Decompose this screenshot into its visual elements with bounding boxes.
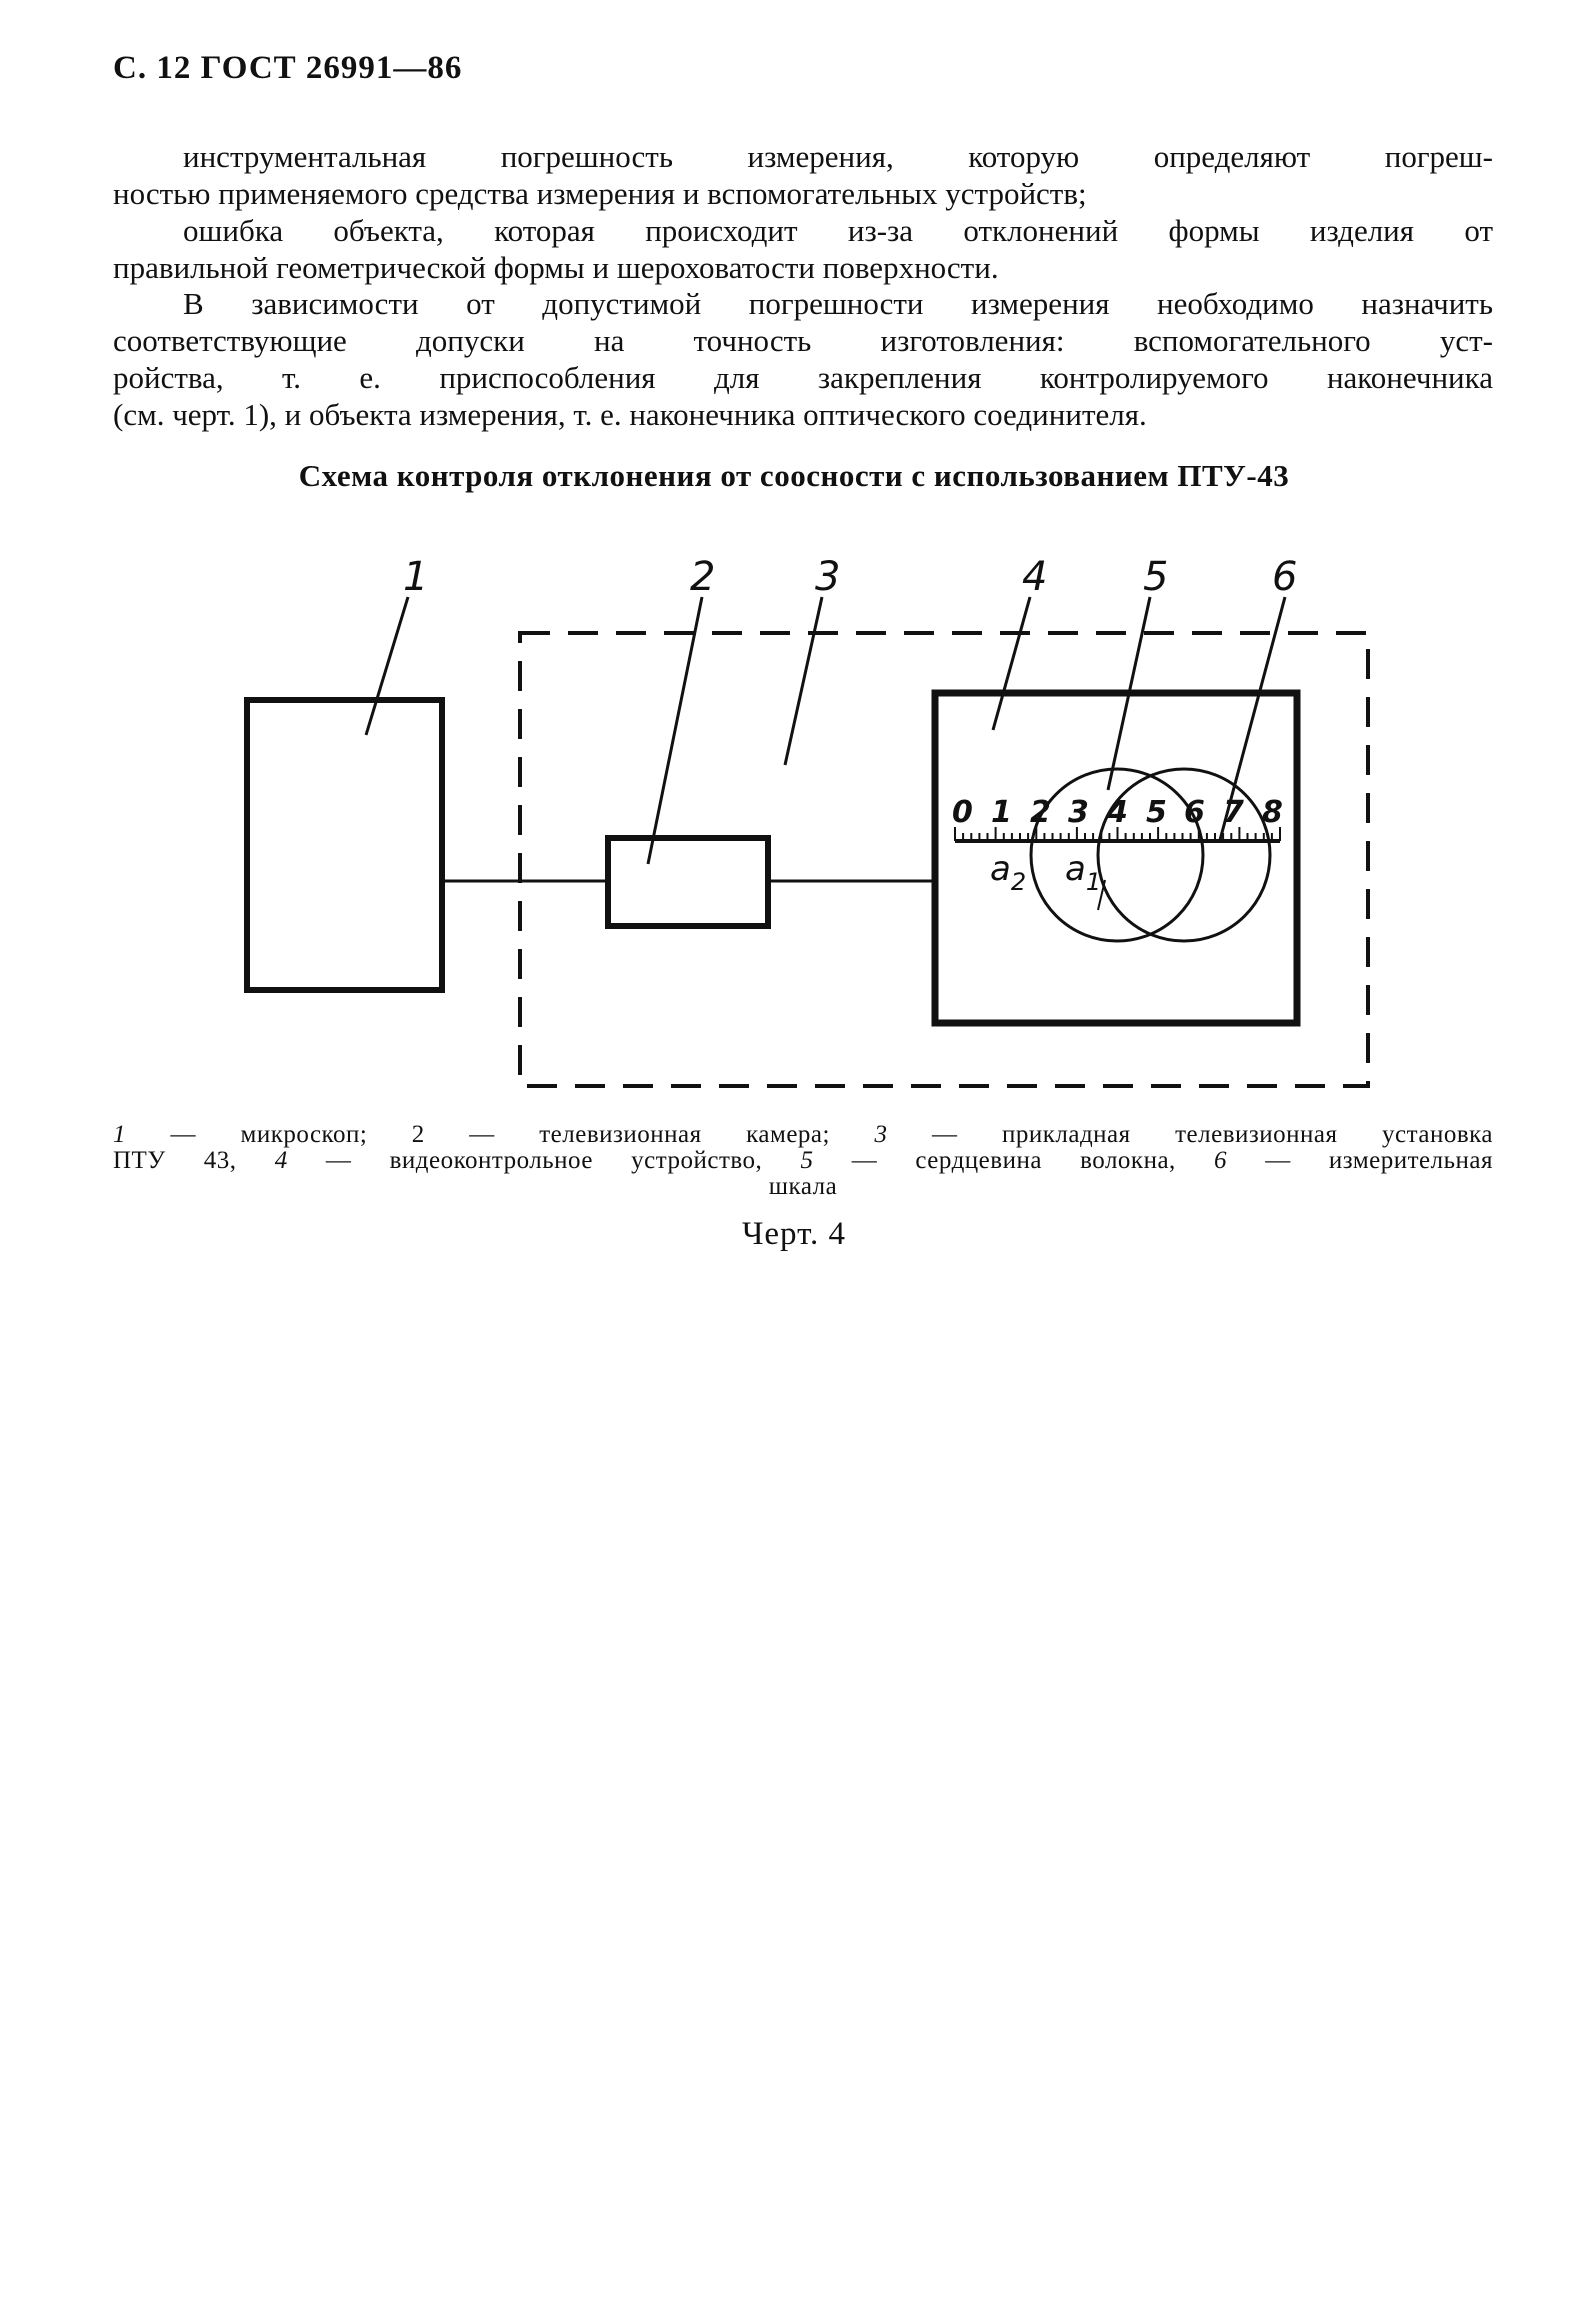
- leader-line-2: [648, 597, 702, 864]
- microscope-block: [247, 700, 442, 990]
- scale-number-0: 0: [952, 795, 973, 830]
- scale-number-7: 7: [1223, 795, 1244, 830]
- scale-number-5: 5: [1146, 795, 1167, 830]
- paragraph-3-line-3: ройства, т. е. приспособления для закрепления контролируемого наконечника: [113, 360, 1493, 395]
- callout-4: 4: [1022, 554, 1048, 600]
- legend-line-2: ПТУ 43, 4 — видеоконтрольное устройство, 5 — сердцевина волокна, 6 — измерительная: [113, 1147, 1493, 1174]
- paragraph-2-line-2: правильной геометрической формы и шероховатости поверхности.: [113, 250, 999, 285]
- figure-caption: Черт. 4: [741, 1216, 847, 1252]
- figure-legend: [113, 1122, 1493, 1200]
- figure-title: Схема контроля отклонения от соосности с использованием ПТУ-43: [298, 458, 1290, 493]
- callout-1: 1: [403, 554, 429, 600]
- scale-number-2: 2: [1030, 795, 1051, 830]
- leader-line-4: [993, 597, 1030, 730]
- legend-line-3: шкала: [768, 1173, 838, 1200]
- callout-3: 3: [815, 554, 841, 600]
- block-diagram: [0, 0, 1588, 1150]
- leader-line-3: [785, 597, 822, 765]
- circle-label-a1: $a_1$: [1065, 849, 1102, 896]
- callout-6: 6: [1272, 554, 1298, 600]
- page-header: С. 12 ГОСТ 26991—86: [113, 50, 463, 86]
- scale-number-6: 6: [1184, 795, 1205, 830]
- leader-line-1: [366, 597, 408, 735]
- scale-number-4: 4: [1107, 795, 1128, 830]
- circle-label-a2: $a_2$: [990, 849, 1027, 896]
- legend-line-1: 1 — микроскоп; 2 — телевизионная камера; 3 — прикладная телевизионная установка: [113, 1121, 1493, 1148]
- camera-block: [608, 838, 768, 926]
- scale-number-1: 1: [991, 795, 1012, 830]
- installation-boundary: [520, 633, 1368, 1086]
- paragraph-1-line-1: инструментальная погрешность измерения, которую определяют погреш-: [183, 139, 1493, 174]
- paragraph-3-line-1: В зависимости от допустимой погрешности измерения необходимо назначить: [183, 286, 1493, 321]
- paragraph-3-line-4: (см. черт. 1), и объекта измерения, т. е. наконечника оптического соединителя.: [113, 397, 1147, 432]
- paragraph-2-line-1: ошибка объекта, которая происходит из-за отклонений формы изделия от: [183, 213, 1493, 248]
- callout-5: 5: [1143, 554, 1169, 600]
- scale-number-8: 8: [1262, 795, 1283, 830]
- callout-2: 2: [690, 554, 716, 600]
- paragraph-1-line-2: ностью применяемого средства измерения и вспомогательных устройств;: [113, 176, 1087, 211]
- scale-number-3: 3: [1068, 795, 1089, 830]
- paragraph-3-line-2: соответствующие допуски на точность изготовления: вспомогательного уст-: [113, 323, 1493, 358]
